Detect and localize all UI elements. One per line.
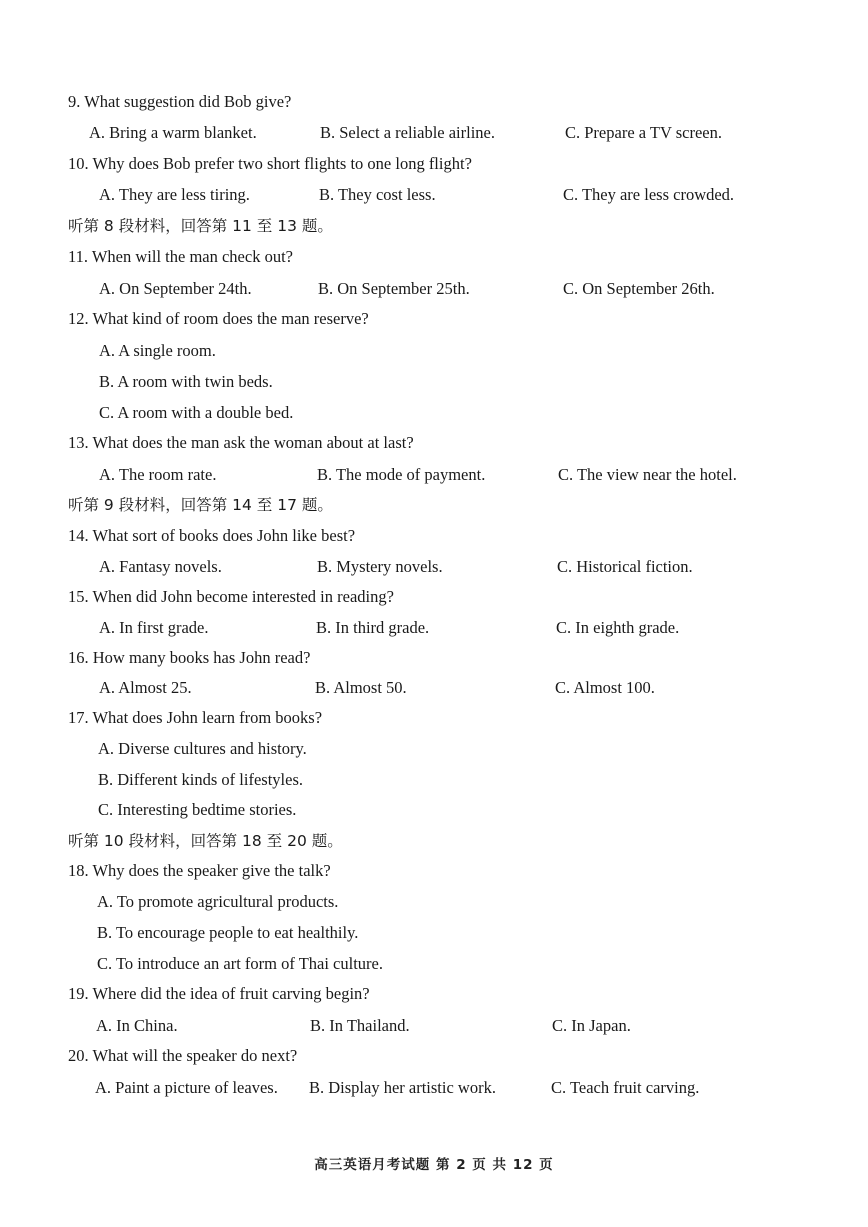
option-a: A. In China. xyxy=(96,1016,178,1035)
page-footer: 高三英语月考试题 第 2 页 共 12 页 xyxy=(314,1157,554,1173)
question-20-options xyxy=(0,1078,868,1098)
option-b: B. To encourage people to eat healthily. xyxy=(97,923,359,942)
option-a: A. Almost 25. xyxy=(99,678,192,697)
option-c: C. Historical fiction. xyxy=(557,557,693,576)
option-a: A. On September 24th. xyxy=(99,279,252,298)
option-a: A. To promote agricultural products. xyxy=(97,892,339,911)
option-b: B. Different kinds of lifestyles. xyxy=(98,770,303,789)
option-b: B. Select a reliable airline. xyxy=(320,123,496,142)
question-19-options xyxy=(0,1016,868,1036)
option-c: C. Almost 100. xyxy=(555,678,655,697)
option-b: B. On September 25th. xyxy=(318,279,470,298)
option-c: C. In eighth grade. xyxy=(556,618,680,637)
question-17-stem: 17. What does John learn from books? xyxy=(68,708,323,727)
question-16-stem: 16. How many books has John read? xyxy=(68,648,311,667)
question-9-options xyxy=(0,123,868,143)
option-c: C. A room with a double bed. xyxy=(99,403,294,422)
question-18-stem: 18. Why does the speaker give the talk? xyxy=(68,861,331,880)
question-15-stem: 15. When did John become interested in reading? xyxy=(68,587,394,606)
option-b: B. Almost 50. xyxy=(315,678,407,697)
option-b: B. Mystery novels. xyxy=(317,557,443,576)
option-c: C. In Japan. xyxy=(552,1016,631,1035)
question-14-options xyxy=(0,557,868,577)
question-20-stem: 20. What will the speaker do next? xyxy=(68,1046,298,1065)
option-a: A. In first grade. xyxy=(99,618,209,637)
option-b: B. They cost less. xyxy=(319,185,436,204)
question-16-options xyxy=(0,678,868,698)
question-11-options xyxy=(0,279,868,299)
option-b: B. In third grade. xyxy=(316,618,430,637)
option-a: A. The room rate. xyxy=(99,465,217,484)
section-8-instruction: 听第 8 段材料，回答第 11 至 13 题。 xyxy=(68,217,333,235)
option-b: B. Display her artistic work. xyxy=(309,1078,496,1097)
question-11-stem: 11. When will the man check out? xyxy=(68,247,293,266)
question-19-stem: 19. Where did the idea of fruit carving begin? xyxy=(68,984,370,1003)
option-a: A. Fantasy novels. xyxy=(99,557,222,576)
option-c: C. They are less crowded. xyxy=(563,185,735,204)
question-13-stem: 13. What does the man ask the woman about at last? xyxy=(68,433,414,452)
option-c: C. On September 26th. xyxy=(563,279,715,298)
question-12-stem: 12. What kind of room does the man reserve? xyxy=(68,309,369,328)
section-9-instruction: 听第 9 段材料，回答第 14 至 17 题。 xyxy=(68,496,333,514)
option-c: C. Teach fruit carving. xyxy=(551,1078,700,1097)
option-b: B. A room with twin beds. xyxy=(99,372,273,391)
option-a: A. They are less tiring. xyxy=(99,185,250,204)
section-10-instruction: 听第 10 段材料，回答第 18 至 20 题。 xyxy=(68,832,343,850)
question-15-options xyxy=(0,618,868,638)
question-9-stem: 9. What suggestion did Bob give? xyxy=(68,92,292,111)
option-a: A. Bring a warm blanket. xyxy=(89,123,257,142)
option-c: C. To introduce an art form of Thai culture. xyxy=(97,954,383,973)
question-10-stem: 10. Why does Bob prefer two short flights to one long flight? xyxy=(68,154,472,173)
option-a: A. Diverse cultures and history. xyxy=(98,739,307,758)
question-13-options xyxy=(0,465,868,485)
option-a: A. Paint a picture of leaves. xyxy=(95,1078,278,1097)
option-b: B. The mode of payment. xyxy=(317,465,486,484)
option-a: A. A single room. xyxy=(99,341,216,360)
question-14-stem: 14. What sort of books does John like best? xyxy=(68,526,356,545)
question-10-options xyxy=(0,185,868,205)
option-c: C. Interesting bedtime stories. xyxy=(98,800,297,819)
option-b: B. In Thailand. xyxy=(310,1016,410,1035)
option-c: C. Prepare a TV screen. xyxy=(565,123,722,142)
option-c: C. The view near the hotel. xyxy=(558,465,737,484)
